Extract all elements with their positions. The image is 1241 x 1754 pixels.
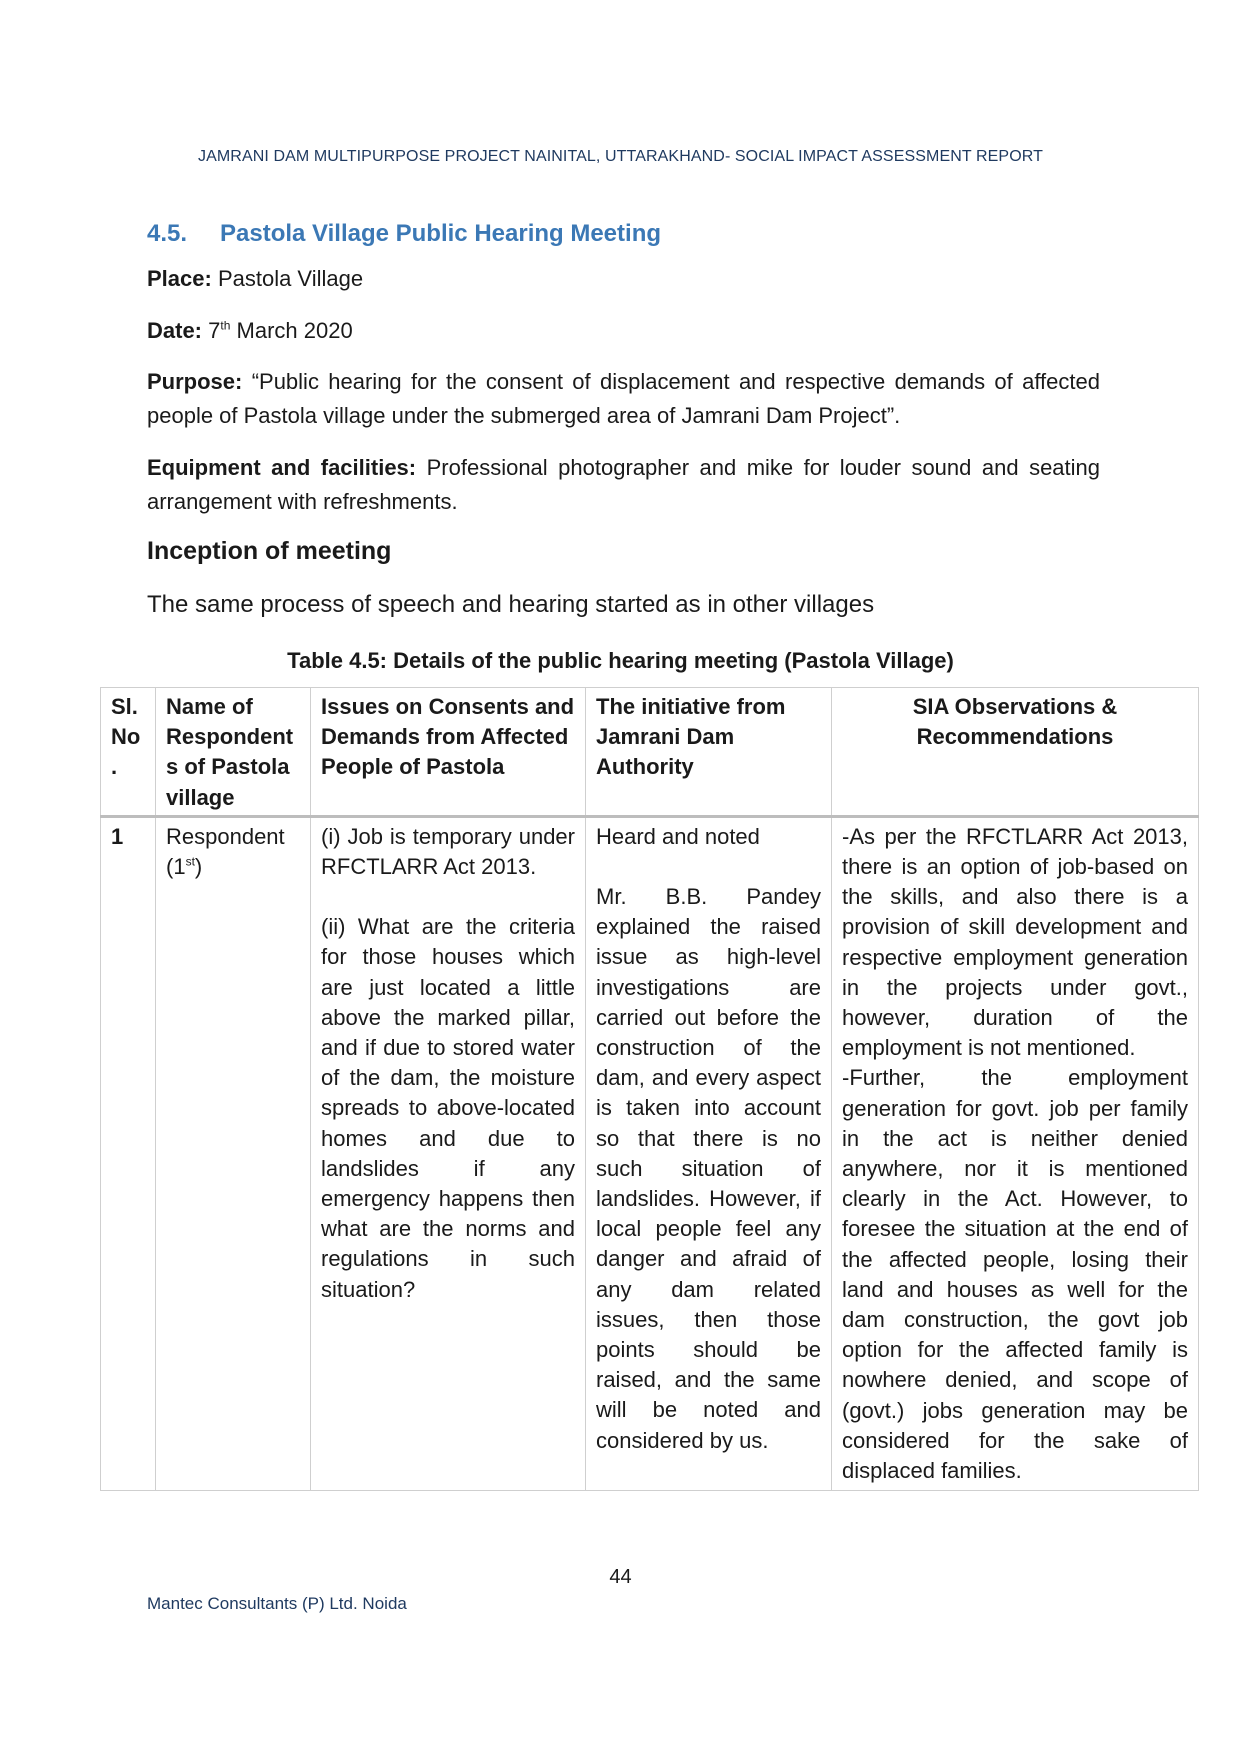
public-hearing-table	[100, 687, 1199, 1491]
equipment-value: Professional photographer and mike for louder sound and seating arrangement with refreshments.	[147, 455, 1101, 514]
respondent-close: )	[194, 854, 203, 880]
date-suffix: th	[220, 318, 231, 333]
header-respondent: Name of Respondent s of Pastola village	[156, 688, 311, 817]
inception-text: The same process of speech and hearing started as in other villages	[147, 591, 875, 618]
table-row	[101, 816, 1199, 1490]
date-day: 7	[202, 318, 221, 343]
header-initiative: The initiative from Jamrani Dam Authority	[586, 688, 832, 817]
place-field	[147, 262, 1100, 296]
initiative-2: Mr. B.B. Pandey explained the raised issue as high-level investigations are carried out before the construction of the dam, and every aspect is taken into account so that there is no such situation of landslides. However, if local people feel any danger and afraid of any dam related issues, then those points should be raised, and the same will be noted and considered by us.	[596, 884, 821, 1453]
respondent-name: Respondent	[166, 823, 285, 849]
cell-initiative	[586, 816, 832, 1490]
footer-company: Mantec Consultants (P) Ltd. Noida	[147, 1594, 407, 1613]
respondent-open: (1	[166, 854, 186, 880]
cell-issues	[311, 816, 586, 1490]
place-label: Place:	[147, 266, 212, 291]
section-number: 4.5.	[147, 220, 188, 247]
header-sl-no: Sl. No .	[101, 688, 156, 817]
purpose-field	[147, 365, 1100, 433]
respondent-sup: st	[185, 854, 195, 869]
cell-sl-no: 1	[101, 816, 156, 1490]
observation-2: -Further, the employment generation for govt. job per family in the act is neither denied anywhere, nor it is mentioned clearly in the Act. However, to foresee the situation at the end of the affected people, losing their land and houses as well for the dam construction, the govt job option for the affected family is nowhere denied, and scope of (govt.) jobs generation may be considered for the sake of displaced families.	[842, 1065, 1188, 1484]
date-field	[147, 314, 1100, 348]
inception-heading: Inception of meeting	[147, 537, 392, 565]
header-issues: Issues on Consents and Demands from Affected People of Pastola	[311, 688, 586, 817]
observation-1: -As per the RFCTLARR Act 2013, there is an option of job-based on the skills, and also there is a provision of skill development and respective employment generation in the projects under govt., however, duration of the employment is not mentioned.	[842, 823, 1188, 1061]
header-observations: SIA Observations & Recommendations	[832, 688, 1199, 817]
equipment-field	[147, 451, 1100, 519]
table-caption: Table 4.5: Details of the public hearing meeting (Pastola Village)	[287, 648, 954, 673]
issue-2: (ii) What are the criteria for those houses which are just located a little above the marked pillar, and if due to stored water of the dam, the moisture spreads to above-located homes and due to landslides if any emergency happens then what are the norms and regulations in such situation?	[321, 914, 575, 1302]
section-title: Pastola Village Public Hearing Meeting	[220, 220, 662, 247]
issue-1: (i) Job is temporary under RFCTLARR Act 2013.	[321, 823, 575, 880]
table-header-row	[101, 688, 1199, 817]
cell-observations	[832, 816, 1199, 1490]
date-label: Date:	[147, 318, 203, 343]
date-rest: March 2020	[230, 318, 353, 343]
cell-respondent	[156, 816, 311, 1490]
equipment-label: Equipment and facilities:	[147, 455, 417, 480]
section-heading	[147, 220, 661, 248]
page-number: 44	[609, 1566, 632, 1588]
running-header: JAMRANI DAM MULTIPURPOSE PROJECT NAINITAL, UTTARAKHAND- SOCIAL IMPACT ASSESSMENT REPORT	[198, 148, 1043, 165]
initiative-1: Heard and noted	[596, 823, 760, 849]
place-value: Pastola Village	[211, 266, 364, 291]
purpose-value: “Public hearing for the consent of displacement and respective demands of affected people of Pastola village under the submerged area of Jamrani Dam Project”.	[147, 369, 1100, 428]
purpose-label: Purpose:	[147, 369, 243, 394]
